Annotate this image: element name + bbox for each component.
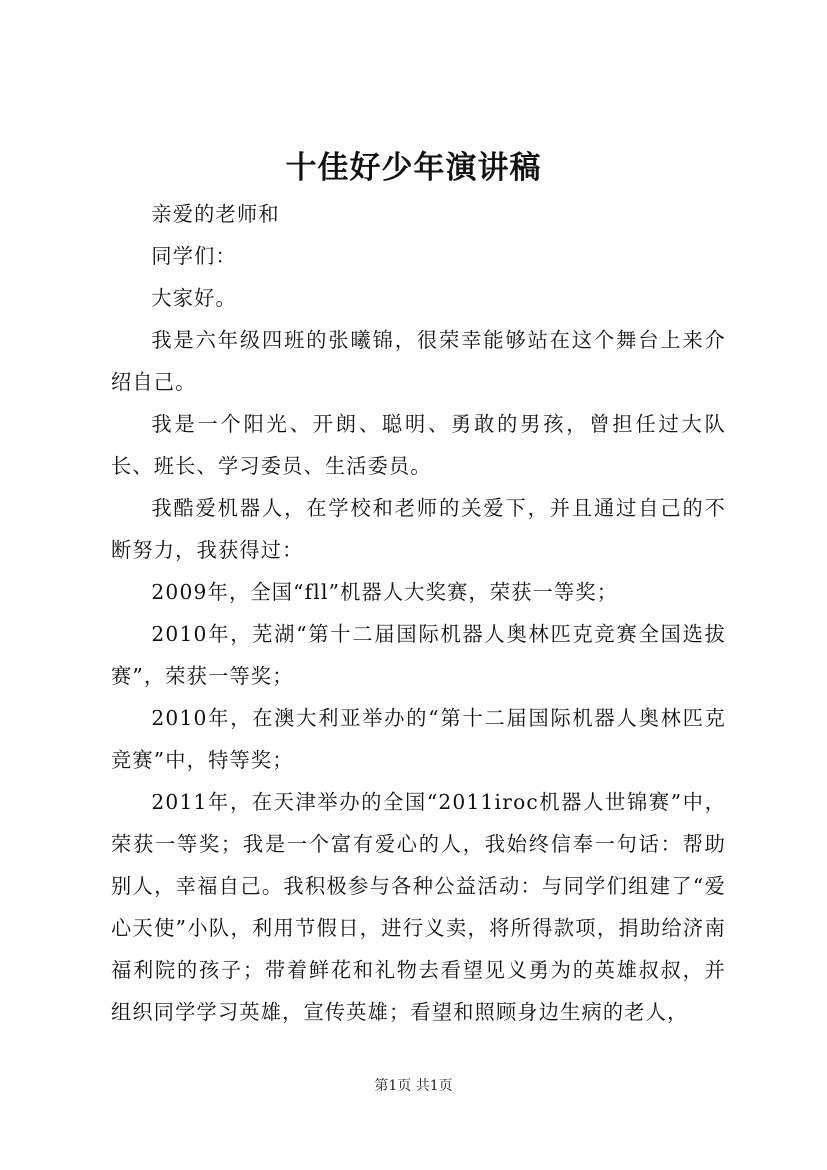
paragraph-greeting-1: 亲爱的老师和 [151, 202, 280, 226]
document-body [111, 193, 726, 1033]
paragraph-intro: 我是六年级四班的张曦锦，很荣幸能够站在这个舞台上来介绍自己。 [111, 328, 726, 394]
paragraph-roles: 我是一个阳光、开朗、聪明、勇敢的男孩，曾担任过大队长、班长、学习委员、生活委员。 [111, 412, 726, 478]
document-title: 十佳好少年演讲稿 [285, 150, 542, 186]
paragraph-greeting-2: 同学们： [151, 244, 237, 268]
paragraph-award-2011-and-charity: 2011年，在天津举办的全国“2011iroc机器人世锦赛”中，荣获一等奖；我是一个富有爱心的人，我始终信奉一句话：帮助别人，幸福自己。我积极参与各种公益活动：与同学们组建了“爱心天使”小队，利用节假日，进行义卖，将所得款项，捐助给济南福利院的孩子；带着鲜花和礼物去看望见义勇为的英雄叔叔，并组织同学学习英雄，宣传英雄；看望和照顾身边生病的老人， [111, 790, 726, 1024]
paragraph-award-2009: 2009年，全国“fll”机器人大奖赛，荣获一等奖； [151, 580, 619, 604]
paragraph-award-2010-australia: 2010年，在澳大利亚举办的“第十二届国际机器人奥林匹克竞赛”中，特等奖； [111, 706, 726, 772]
paragraph-award-2010-wuhu: 2010年，芜湖“第十二届国际机器人奥林匹克竞赛全国选拔赛”，荣获一等奖； [111, 622, 726, 688]
paragraph-hello: 大家好。 [151, 286, 237, 310]
page-footer: 第1页 共1页 [374, 1078, 453, 1094]
paragraph-robots: 我酷爱机器人，在学校和老师的关爱下，并且通过自己的不断努力，我获得过： [111, 496, 726, 562]
